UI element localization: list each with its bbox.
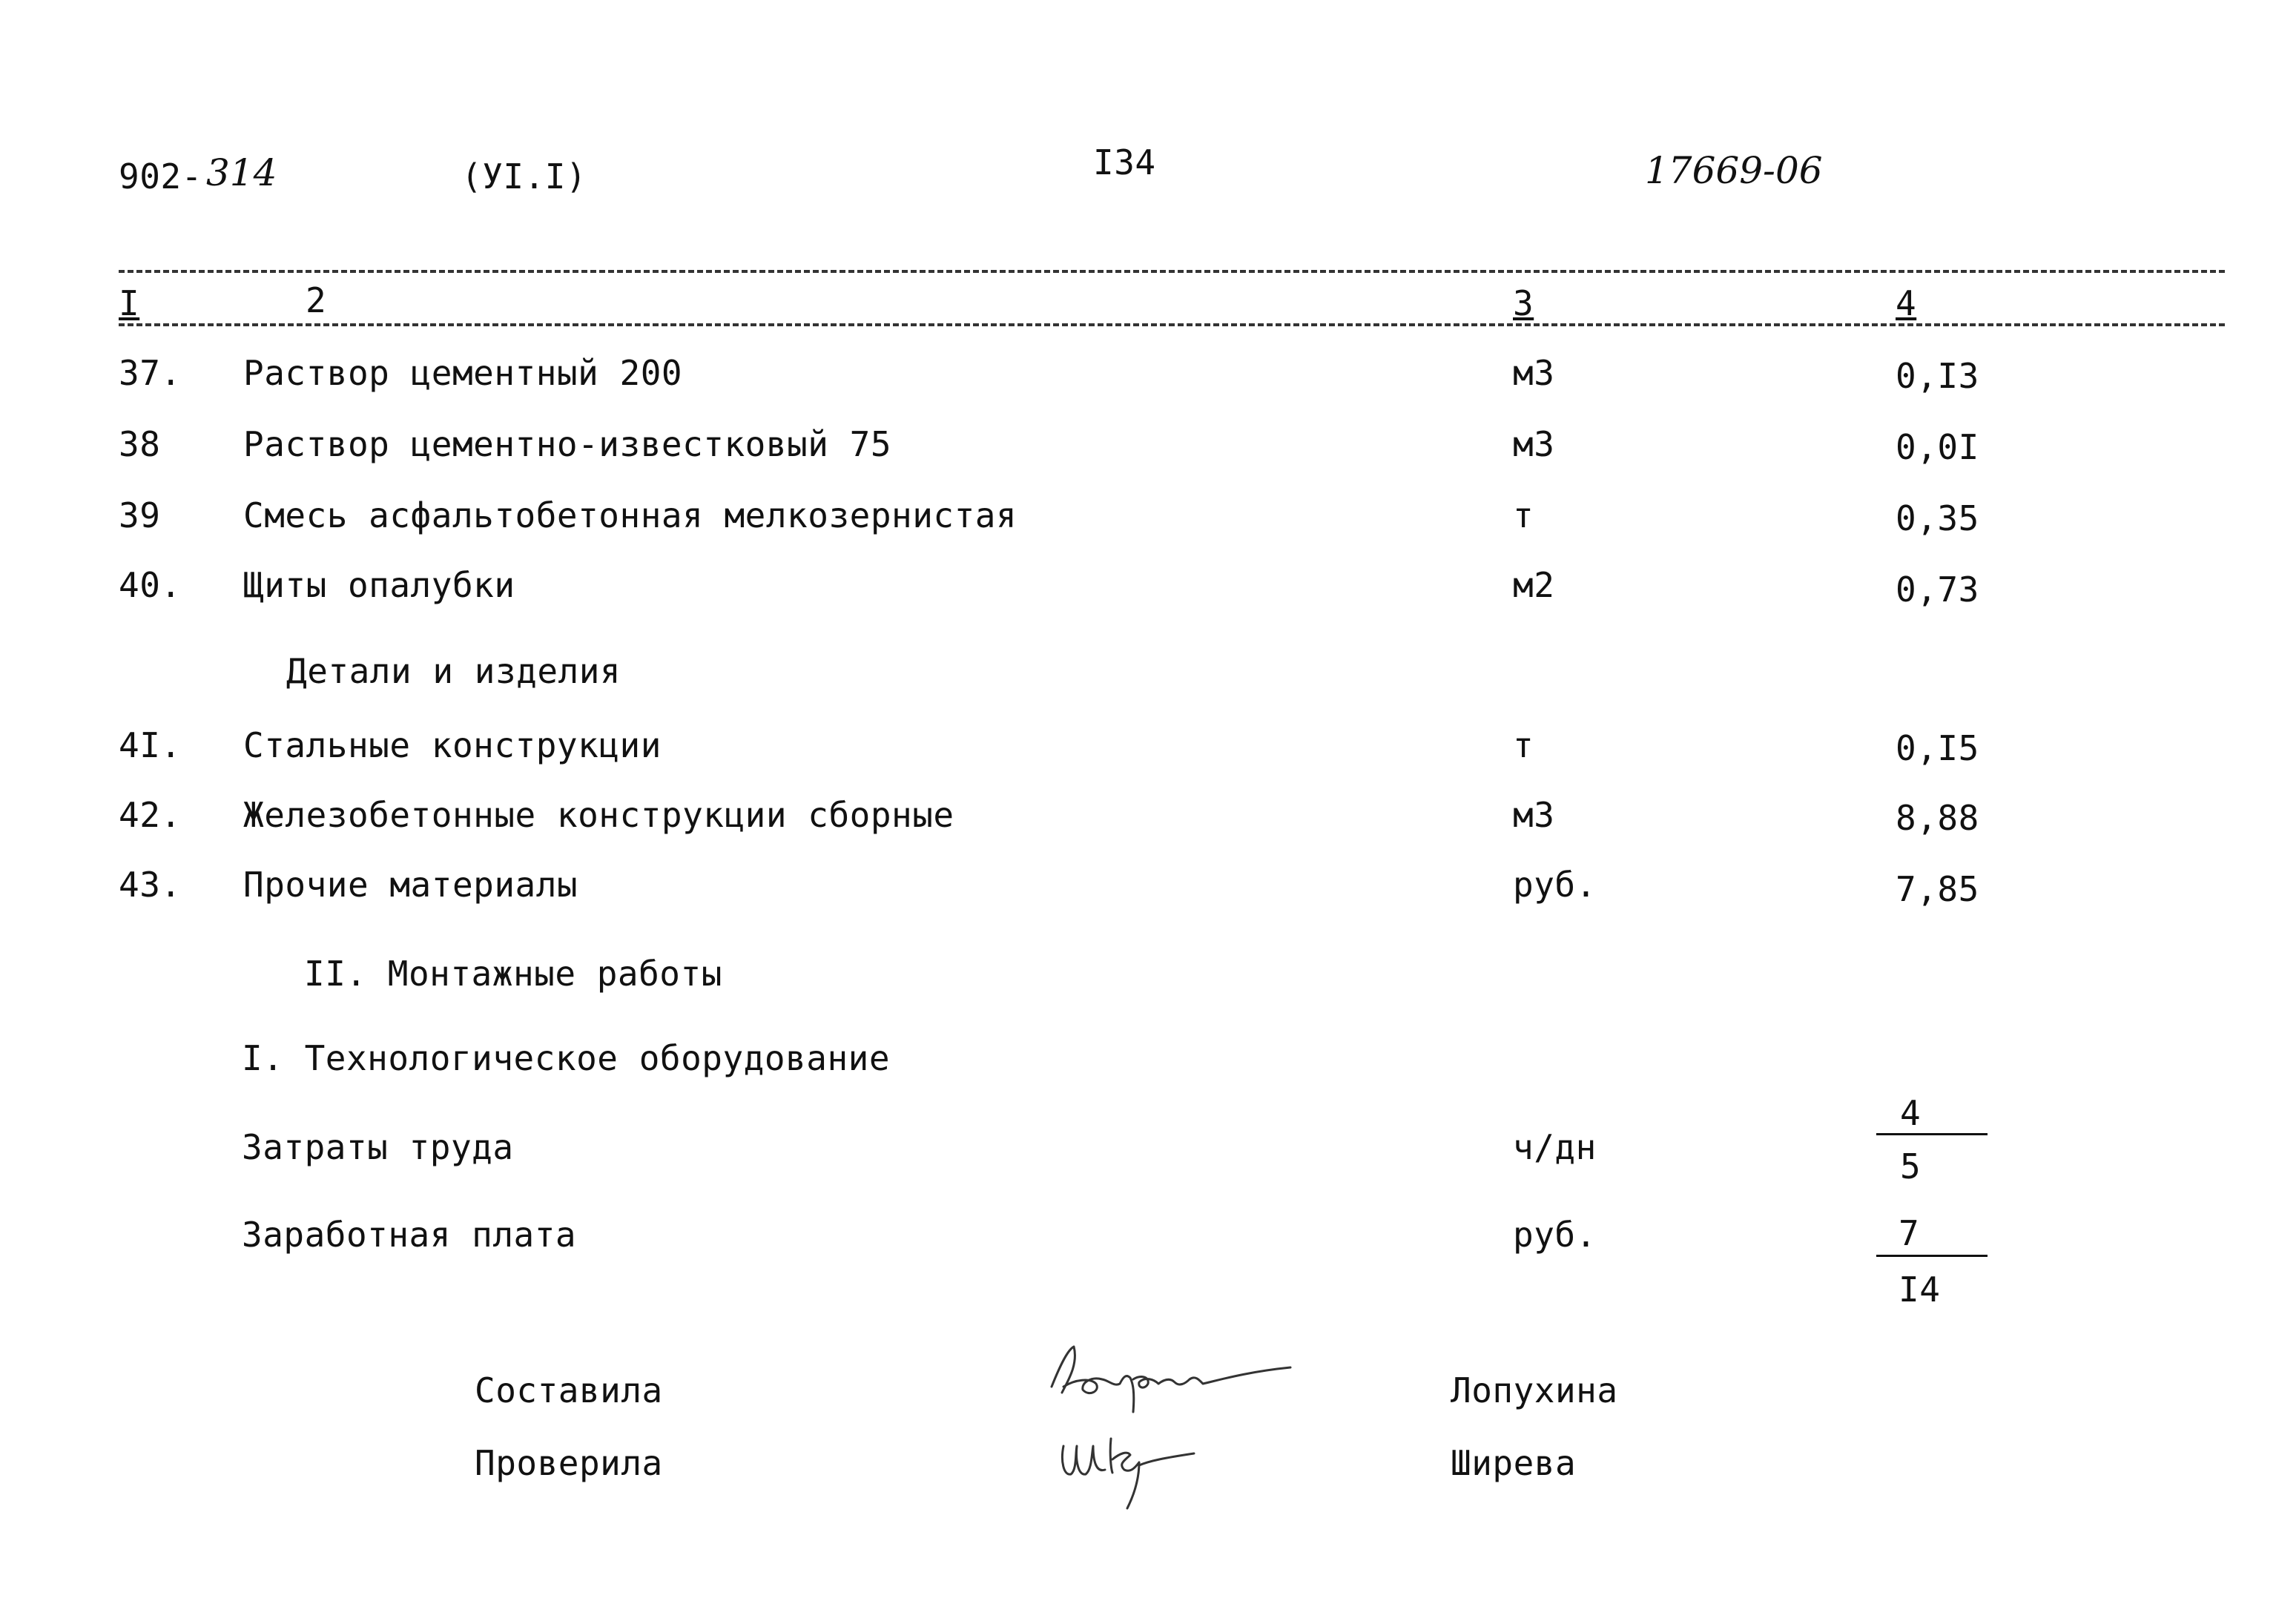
row-quantity: 0,0I [1896, 427, 1979, 467]
column-header-1: I [119, 283, 140, 323]
row-number: 4I. [119, 725, 182, 765]
compiled-by-label: Составила [475, 1370, 663, 1410]
column-header-4: 4 [1896, 283, 1917, 323]
row-number: 43. [119, 865, 182, 905]
subheading-details: Детали и изделия [286, 651, 621, 691]
header-rule-top [119, 270, 2225, 273]
compiled-by-name: Лопухина [1451, 1370, 1618, 1410]
row-name: Стальные конструкции [243, 725, 662, 765]
section-heading-installation: II. Монтажные работы [304, 954, 722, 994]
row-name: Железобетонные конструкции сборные [243, 795, 954, 835]
row-unit: м3 [1513, 424, 1555, 464]
series-number-handwritten: 314 [206, 151, 277, 194]
wages-numerator: 7 [1899, 1213, 1920, 1253]
labor-label: Затраты труда [242, 1127, 514, 1167]
row-number: 39 [119, 495, 161, 535]
row-number: 37. [119, 353, 182, 393]
row-name: Смесь асфальтобетонная мелкозернистая [243, 495, 1017, 535]
wages-label: Заработная плата [242, 1215, 577, 1255]
row-unit: т [1513, 495, 1534, 535]
page-number: I34 [1093, 142, 1156, 182]
series-number-prefix: 902- [119, 156, 202, 197]
checked-by-name: Ширева [1451, 1443, 1577, 1483]
row-number: 42. [119, 795, 182, 835]
row-name: Раствор цементный 200 [243, 353, 683, 393]
row-unit: руб. [1513, 865, 1597, 905]
wages-denominator: I4 [1899, 1270, 1941, 1310]
section-heading-equipment: I. Технологическое оборудование [242, 1038, 891, 1078]
row-unit: м3 [1513, 795, 1555, 835]
row-number: 38 [119, 424, 161, 464]
row-name: Щиты опалубки [243, 565, 515, 605]
labor-numerator: 4 [1900, 1093, 1922, 1133]
row-quantity: 0,I3 [1896, 356, 1979, 396]
checked-signature [1053, 1416, 1231, 1513]
compiled-signature [1046, 1335, 1298, 1416]
row-quantity: 0,35 [1896, 498, 1979, 538]
row-quantity: 0,I5 [1896, 728, 1979, 768]
row-name: Прочие материалы [243, 865, 578, 905]
inventory-number: 17669-06 [1645, 149, 1823, 192]
wages-unit: руб. [1513, 1215, 1597, 1255]
column-header-3: 3 [1513, 283, 1534, 323]
row-number: 40. [119, 565, 182, 605]
row-name: Раствор цементно-известковый 75 [243, 424, 892, 464]
labor-unit: ч/дн [1513, 1127, 1597, 1167]
row-quantity: 0,73 [1896, 570, 1979, 610]
labor-fraction-bar [1876, 1133, 1988, 1135]
row-unit: м3 [1513, 353, 1555, 393]
row-unit: т [1513, 725, 1534, 765]
column-header-2: 2 [306, 280, 327, 320]
issue-label: (УI.I) [461, 156, 587, 197]
wages-fraction-bar [1876, 1255, 1988, 1257]
header-rule-bottom [119, 323, 2225, 326]
row-unit: м2 [1513, 565, 1555, 605]
row-quantity: 8,88 [1896, 798, 1979, 838]
labor-denominator: 5 [1900, 1146, 1922, 1186]
checked-by-label: Проверила [475, 1443, 663, 1483]
row-quantity: 7,85 [1896, 869, 1979, 909]
